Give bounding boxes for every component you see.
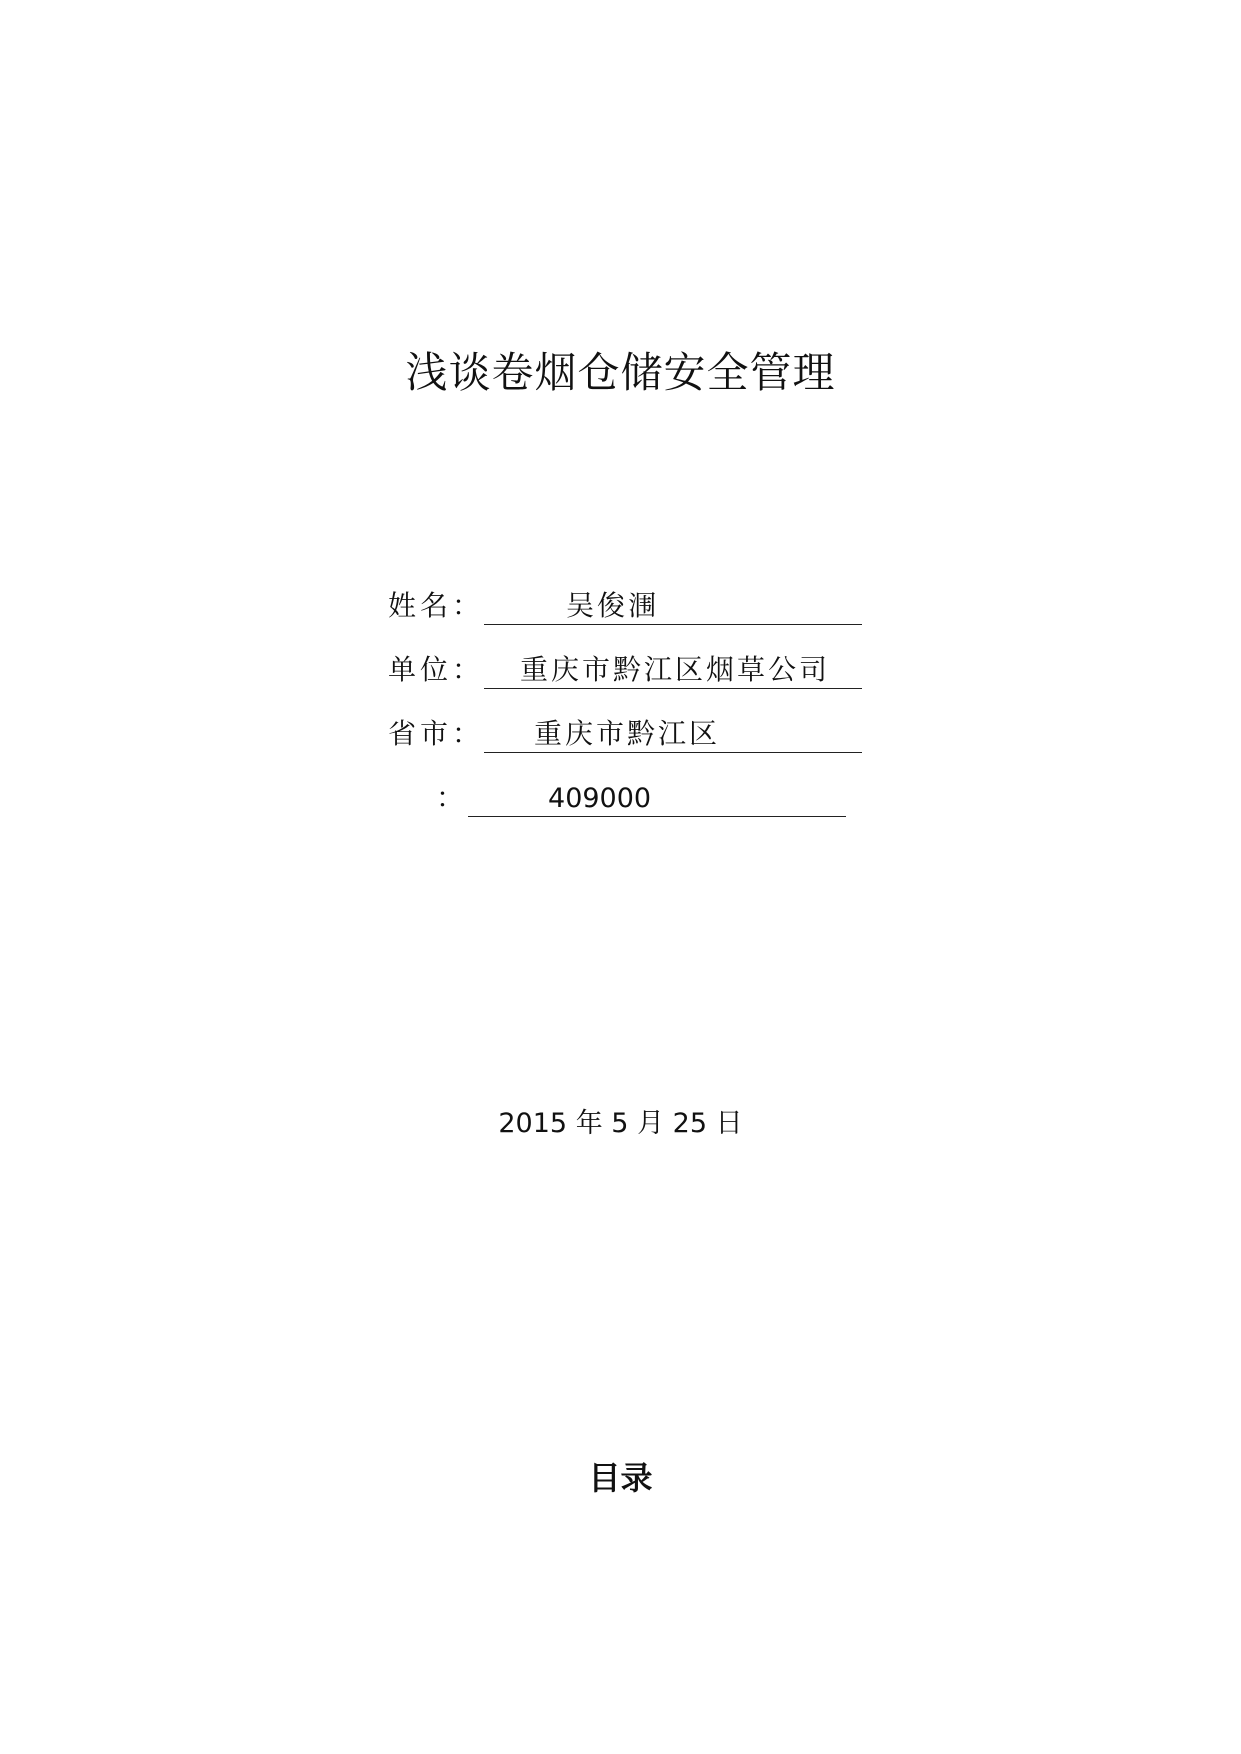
- date-month-unit: 月: [637, 1108, 665, 1139]
- date-year: 2015: [498, 1108, 568, 1139]
- date-year-unit: 年: [575, 1108, 603, 1139]
- city-value: 重庆市黔江区: [534, 717, 721, 750]
- unit-field: [388, 653, 862, 689]
- date-day-unit: 日: [715, 1108, 743, 1139]
- name-label: 姓名：: [388, 589, 485, 622]
- toc-heading: 目录: [588, 1459, 653, 1497]
- unit-label: 单位：: [388, 653, 485, 686]
- city-label: 省市：: [388, 717, 485, 750]
- postcode-label: ：: [436, 781, 469, 814]
- postcode-field: [436, 781, 846, 817]
- city-value-line: [484, 717, 862, 753]
- document-title: 浅谈卷烟仓储安全管理: [405, 348, 836, 397]
- name-value-line: [484, 589, 862, 625]
- name-field: [388, 589, 862, 625]
- name-value: 吴俊涠: [566, 589, 660, 622]
- unit-value-line: [484, 653, 862, 689]
- postcode-value-line: [468, 784, 846, 817]
- city-field: [388, 717, 862, 753]
- date-day: 25: [672, 1108, 708, 1139]
- date-month: 5: [611, 1108, 629, 1139]
- postcode-value: 409000: [548, 783, 652, 814]
- unit-value: 重庆市黔江区烟草公司: [520, 653, 831, 686]
- date-line: [0, 1110, 1241, 1137]
